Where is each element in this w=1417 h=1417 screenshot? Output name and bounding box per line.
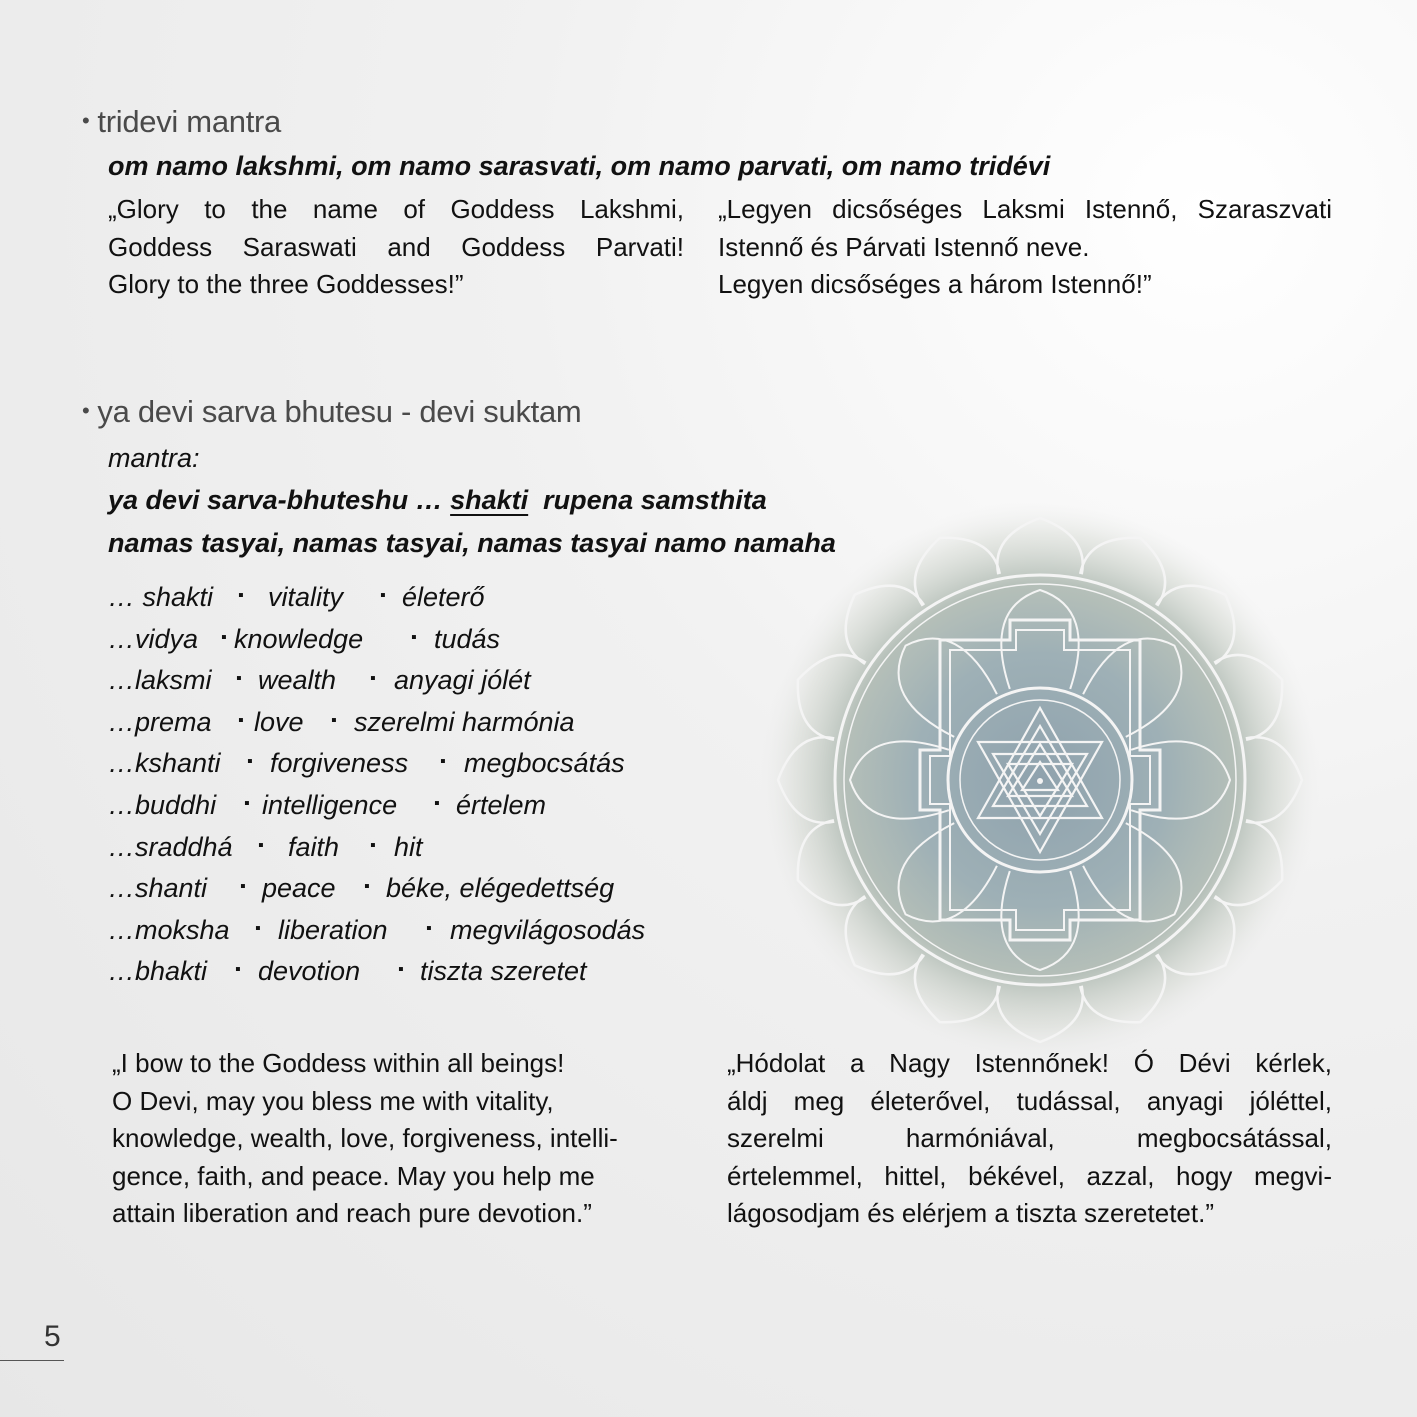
quality-hungarian: anyagi jólét: [394, 665, 531, 696]
separator-square-icon: ▪: [255, 919, 261, 937]
tridevi-mantra-text: om namo lakshmi, om namo sarasvati, om namo parvati, om namo tridévi: [108, 151, 1051, 181]
separator-square-icon: ▪: [258, 836, 264, 854]
page-number-rule: [0, 1360, 64, 1361]
separator-square-icon: ▪: [398, 961, 404, 979]
devi-hungarian-translation: „Hódolat a Nagy Istennőnek! Ó Dévi kérlek, áldj meg életerővel, tudással, anyagi jóléttel, szerelmi harmóniával, megbocsátással, értelemmel, hittel, békével, azzal, hogy megvi- lágosodjam és elérjem a tiszta szeretetet.”: [727, 1048, 1332, 1228]
separator-square-icon: ▪: [238, 587, 244, 604]
tridevi-hungarian-translation: „Legyen dicsőséges Laksmi Istennő, Szaraszvati Istennő és Párvati Istennő neve. Legyen dicsőséges a három Istennő!”: [718, 194, 1332, 299]
quality-hungarian: béke, elégedettség: [386, 873, 615, 904]
quality-sanskrit: …shanti: [108, 873, 208, 904]
separator-square-icon: ▪: [221, 628, 227, 646]
quality-sanskrit: …prema: [108, 706, 212, 737]
separator-square-icon: ▪: [331, 711, 337, 729]
separator-square-icon: ▪: [370, 670, 376, 688]
separator-square-icon: ▪: [235, 961, 241, 979]
quality-english: love: [254, 706, 304, 737]
separator-square-icon: ▪: [244, 795, 250, 812]
mantra-line-1: ya devi sarva-bhuteshu … shakti rupena samsthita: [108, 485, 767, 515]
quality-sanskrit: …vidya: [108, 623, 199, 654]
quality-english: liberation: [278, 914, 388, 945]
separator-square-icon: ▪: [440, 753, 446, 771]
mantra-line-2: namas tasyai, namas tasyai, namas tasyai namo namaha: [108, 528, 836, 558]
separator-square-icon: ▪: [238, 711, 244, 729]
quality-hungarian: megvilágosodás: [450, 914, 646, 945]
separator-square-icon: ▪: [247, 753, 253, 771]
quality-sanskrit: …moksha: [108, 914, 230, 945]
tridevi-english-translation: „Glory to the name of Goddess Lakshmi, Goddess Saraswati and Goddess Parvati! Glory to the three Goddesses!”: [108, 194, 684, 299]
section-heading-devi-suktam: • ya devi sarva bhutesu - devi suktam: [82, 394, 582, 429]
separator-square-icon: ▪: [426, 919, 432, 937]
quality-hungarian: értelem: [456, 790, 547, 820]
separator-square-icon: ▪: [434, 795, 440, 812]
separator-square-icon: ▪: [370, 836, 376, 854]
quality-hungarian: tudás: [434, 623, 501, 654]
bullet-icon: •: [82, 108, 90, 133]
quality-sanskrit: …buddhi: [108, 790, 217, 820]
quality-hungarian: tiszta szeretet: [420, 956, 587, 987]
quality-english: intelligence: [262, 790, 398, 820]
quality-english: vitality: [268, 582, 344, 612]
qualities-list: [108, 582, 708, 1002]
bullet-icon: •: [82, 398, 90, 423]
quality-hungarian: szerelmi harmónia: [354, 706, 575, 737]
quality-english: devotion: [258, 956, 361, 987]
quality-hungarian: hit: [394, 831, 423, 862]
quality-english: peace: [262, 873, 336, 904]
sri-yantra-icon: [760, 500, 1320, 1060]
quality-sanskrit: …sraddhá: [108, 831, 233, 862]
separator-square-icon: ▪: [236, 670, 242, 688]
separator-square-icon: ▪: [240, 878, 246, 896]
quality-english: wealth: [258, 665, 337, 696]
quality-sanskrit: …bhakti: [108, 956, 208, 987]
separator-square-icon: ▪: [364, 878, 370, 896]
separator-square-icon: ▪: [411, 628, 417, 646]
quality-sanskrit: …laksmi: [108, 665, 212, 696]
quality-hungarian: megbocsátás: [464, 748, 625, 779]
quality-sanskrit: …kshanti: [108, 748, 221, 779]
mantra-label: mantra:: [108, 443, 200, 473]
quality-english: knowledge: [234, 623, 364, 654]
page-number: 5: [44, 1320, 61, 1353]
quality-english: faith: [288, 831, 340, 862]
quality-english: forgiveness: [270, 748, 409, 779]
quality-sanskrit: … shakti: [108, 582, 214, 612]
shakti-underlined: shakti: [450, 485, 529, 515]
section-heading-tridevi: • tridevi mantra: [82, 104, 281, 139]
quality-hungarian: életerő: [402, 582, 485, 612]
devi-english-translation: „I bow to the Goddess within all beings! O Devi, may you bless me with vitality, knowledge, wealth, love, forgiveness, intelli- gence, faith, and peace. May you help me attain liberation and reach pure devotion.”: [112, 1048, 618, 1228]
separator-square-icon: ▪: [380, 587, 386, 604]
